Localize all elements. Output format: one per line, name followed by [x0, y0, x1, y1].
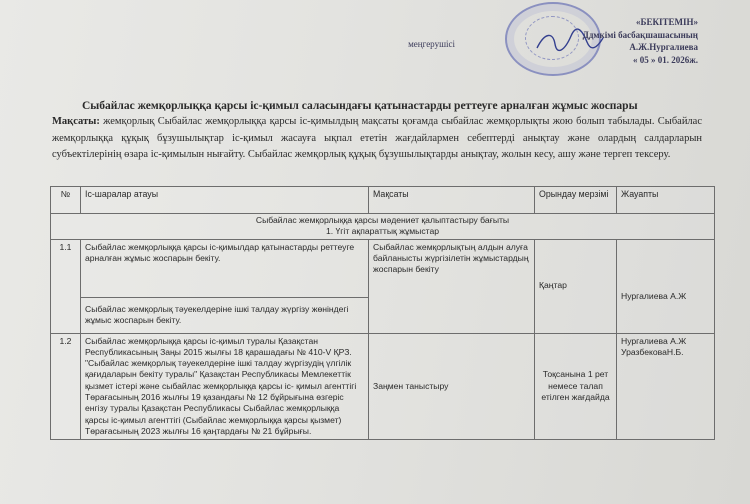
row-goal: Сыбайлас жемқорлықтың алдын алуға байланысты жүргізілетін жұмыстардың жоспарын бекіту	[369, 239, 535, 333]
row-activity: Сыбайлас жемқорлыққа қарсы іс-қимылдар қатынастарды реттеуге арналған жұмыс жоспарын бекіту.	[81, 239, 369, 297]
header-activity: Іс-шаралар атауы	[81, 187, 369, 214]
header-goal: Мақсаты	[369, 187, 535, 214]
row-number: 1.1	[51, 239, 81, 333]
plan-table	[50, 186, 715, 440]
row-term: Қаңтар	[535, 239, 617, 333]
approval-date: « 05 » 01. 2026ж.	[632, 54, 698, 65]
approval-block	[408, 16, 698, 66]
section-row	[51, 214, 715, 240]
row-responsible: Нургалиева А.Ж	[617, 239, 715, 333]
row-activity: Сыбайлас жемқорлыққа қарсы іс-қимыл туралы Қазақстан Республикасының Заңы 2015 жылғы 18 қарашадағы № 410-V ҚРЗ. "Сыбайлас жемқорлық тәуекелдеріне ішкі талдау жүргізудің үлгілік қағидаларын бекіту туралы" Қазақстан Республикасы Мемлекеттік қызмет істері және сыбайлас жемқорлыққа қарсы іс- қимыл агенттігі Төрағасының 2016 жылғы 19 қазандағы № 12 бұйрығына өзгеріс енгізу туралы Қазақстан Республикасы Сыбайлас жемқорлыққа қарсы іс-қимыл агенттігі (Сыбайлас жемқорлыққа қарсы қызмет) Төрағасының 2023 жылғы 16 қаңтардағы № 21 бұйрығы.	[81, 333, 369, 440]
table-row	[51, 333, 715, 440]
goal-label: Мақсаты:	[52, 116, 100, 127]
header-number: №	[51, 187, 81, 214]
approval-title: «БЕКІТЕМІН»	[636, 17, 698, 27]
approval-position-prefix: меңгерушісі	[408, 39, 455, 49]
section-heading	[51, 214, 715, 240]
approval-name: А.Ж.Нургалиева	[629, 42, 698, 52]
header-term: Орындау мерзімі	[535, 187, 617, 214]
section-title: Сыбайлас жемқорлыққа қарсы мәдениет қалыптастыру бағыты	[255, 215, 510, 225]
row-activity: Сыбайлас жемқорлық тәуекелдеріне ішкі талдау жүргізу жөніндегі жұмыс жоспарын бекіту.	[81, 297, 369, 333]
row-term: Тоқсанына 1 рет немесе талап етілген жағдайда	[535, 333, 617, 440]
row-number: 1.2	[51, 333, 81, 440]
subsection-title: 1. Үгіт ақпараттық жұмыстар	[325, 226, 440, 237]
row-goal: Заңмен таныстыру	[369, 333, 535, 440]
table-header-row	[51, 187, 715, 214]
goal-text: жемқорлық Сыбайлас жемқорлыққа қарсы іс-қимылдың мақсаты қоғамда сыбайлас жемқорлықты жою болып табылады. Сыбайлас жемқорлыққа құқық бұзушылықтар іс-қимыл жасауға ықпал ететін жағдайлармен себептерді анықтау және олардың салдарларын субъектілерінің өзара іс-қимылын нығайту. Сыбайлас жемқорлық құқық бұзушылықтарды анықтау, жолын кесу, ашу және тергеп тексеру.	[52, 116, 702, 160]
goal-paragraph	[52, 114, 702, 164]
approval-position: Ддмкімі басбақшашасының	[582, 29, 698, 40]
row-responsible: Нургалиева А.Ж УразбековаН.Б.	[617, 333, 715, 440]
document-title: Сыбайлас жемқорлыққа қарсы іс-қимыл саласындағы қатынастарды реттеуге арналған жұмыс жоспары	[82, 100, 638, 112]
header-responsible: Жауапты	[617, 187, 715, 214]
table-row	[51, 239, 715, 297]
